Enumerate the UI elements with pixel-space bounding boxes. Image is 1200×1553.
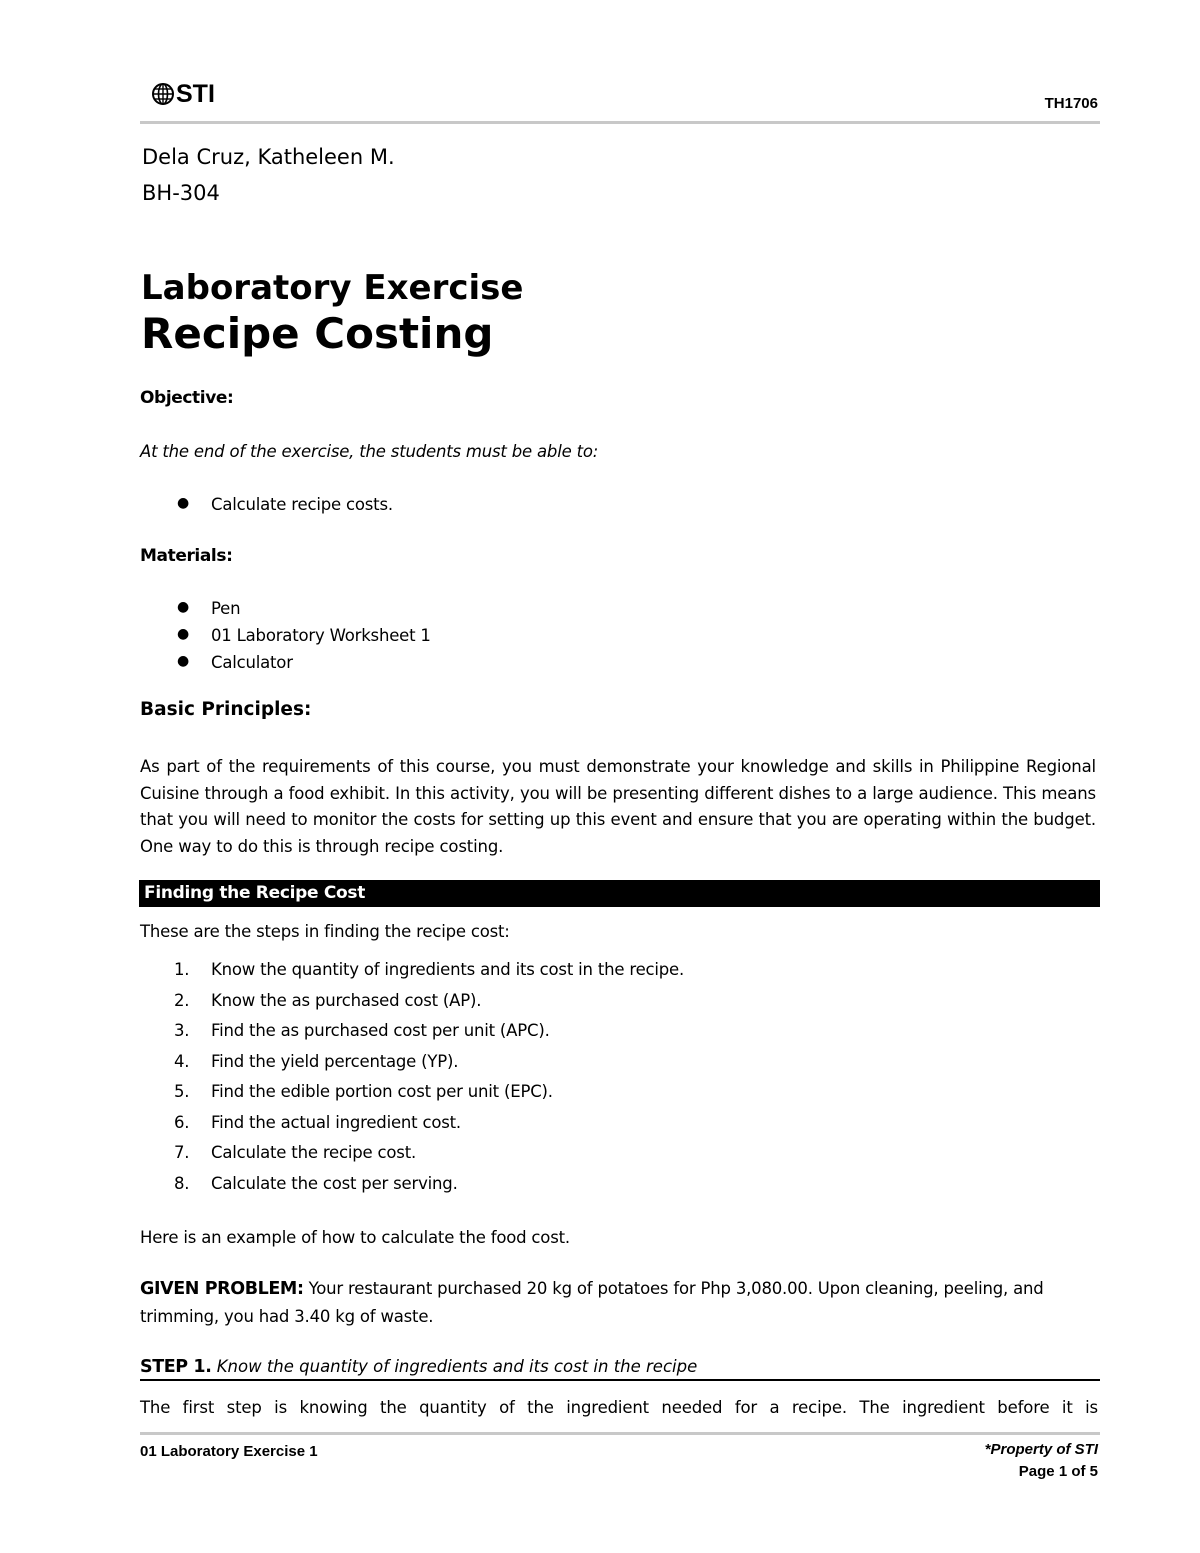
logo-text: STI <box>176 79 215 108</box>
list-item: 01 Laboratory Worksheet 1 <box>211 626 431 645</box>
page-number: Page 1 of 5 <box>1018 1463 1098 1480</box>
globe-icon <box>152 83 174 105</box>
step-number: 5. <box>174 1082 190 1101</box>
objective-intro: At the end of the exercise, the students must be able to: <box>140 442 599 461</box>
list-item: Find the actual ingredient cost. <box>211 1113 461 1132</box>
list-item: Calculator <box>211 653 293 672</box>
given-problem-label: GIVEN PROBLEM: <box>140 1279 304 1299</box>
step-number: 6. <box>174 1113 190 1132</box>
materials-heading: Materials: <box>140 546 233 566</box>
list-item: Know the quantity of ingredients and its cost in the recipe. <box>211 960 685 979</box>
section-bar: Finding the Recipe Cost <box>139 880 1100 907</box>
principles-paragraph: As part of the requirements of this course, you must demonstrate your knowledge and skills in Philippine Regional Cuisine through a food exhibit. In this activity, you will be presenting different dishes to a large audience. This means that you will need to monitor the costs for setting up this event and ensure that you are operating within the budget. One way to do this is through recipe costing. <box>140 757 1096 856</box>
step-number: 1. <box>174 960 190 979</box>
sti-logo <box>152 78 232 110</box>
steps-intro: These are the steps in finding the recipe cost: <box>140 922 510 941</box>
footer-divider <box>140 1432 1100 1435</box>
document-title: Laboratory Exercise <box>141 268 524 308</box>
student-section: BH-304 <box>142 181 220 205</box>
step1-heading <box>140 1355 697 1379</box>
example-intro: Here is an example of how to calculate the food cost. <box>140 1228 570 1247</box>
list-item: Find the yield percentage (YP). <box>211 1052 459 1071</box>
student-name: Dela Cruz, Katheleen M. <box>142 145 395 169</box>
principles-heading: Basic Principles: <box>140 699 312 720</box>
step-number: 3. <box>174 1021 190 1040</box>
footer-property: *Property of STI <box>984 1441 1098 1458</box>
document-code: TH1706 <box>1044 95 1098 112</box>
document-subtitle: Recipe Costing <box>141 309 494 358</box>
list-item: Pen <box>211 599 241 618</box>
objective-heading: Objective: <box>140 388 234 408</box>
bullet-icon: ● <box>177 653 190 669</box>
footer-title: 01 Laboratory Exercise 1 <box>140 1443 318 1460</box>
step-number: 7. <box>174 1143 190 1162</box>
step1-paragraph: The first step is knowing the quantity of the ingredient needed for a recipe. The ingredient before it is <box>140 1398 1098 1417</box>
step-number: 8. <box>174 1174 190 1193</box>
list-item: Calculate the recipe cost. <box>211 1143 417 1162</box>
list-item: Find the as purchased cost per unit (APC). <box>211 1021 550 1040</box>
step1-label: STEP 1. <box>140 1357 212 1377</box>
given-problem <box>140 1275 1098 1330</box>
step1-title: Know the quantity of ingredients and its cost in the recipe <box>216 1357 698 1376</box>
list-item: Know the as purchased cost (AP). <box>211 991 482 1010</box>
bullet-icon: ● <box>177 599 190 615</box>
list-item: Calculate recipe costs. <box>211 495 393 514</box>
step-number: 4. <box>174 1052 190 1071</box>
list-item: Calculate the cost per serving. <box>211 1174 458 1193</box>
bullet-icon: ● <box>177 626 190 642</box>
step1-underline <box>140 1379 1100 1381</box>
bullet-icon: ● <box>177 495 190 511</box>
header-divider <box>140 121 1100 124</box>
given-problem-text: Your restaurant purchased 20 kg of potatoes for Php 3,080.00. Upon cleaning, peeling, and trimming, you had 3.40 kg of waste. <box>140 1279 1044 1326</box>
list-item: Find the edible portion cost per unit (EPC). <box>211 1082 553 1101</box>
step-number: 2. <box>174 991 190 1010</box>
